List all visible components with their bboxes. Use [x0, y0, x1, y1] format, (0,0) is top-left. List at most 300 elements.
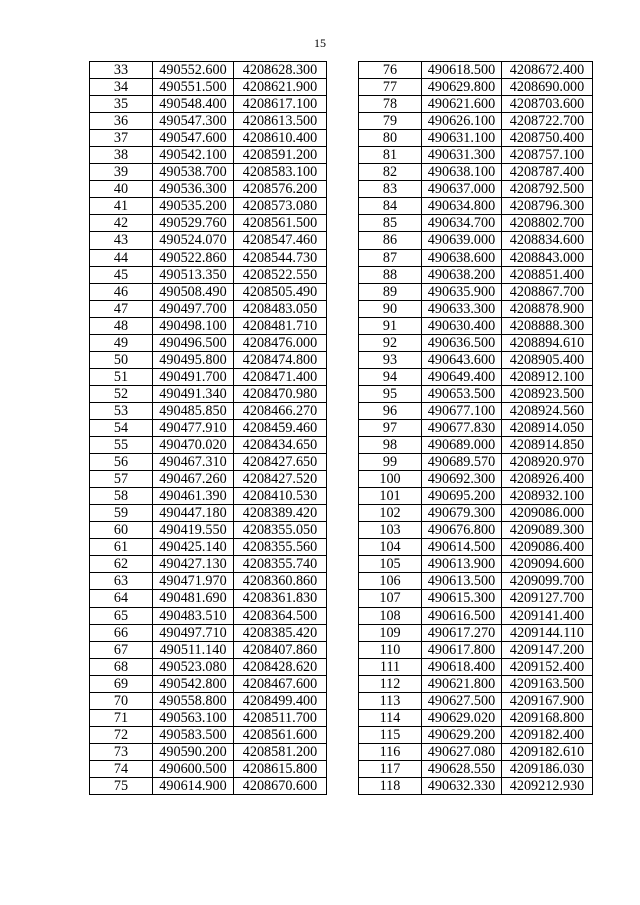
- x-coordinate-cell: 490628.550: [422, 760, 502, 777]
- y-coordinate-cell: 4209099.700: [502, 573, 593, 590]
- point-number-cell: 56: [90, 454, 153, 471]
- table-row: [359, 658, 593, 675]
- point-number-cell: 91: [359, 317, 422, 334]
- table-row: [90, 215, 327, 232]
- y-coordinate-cell: 4208621.900: [234, 79, 327, 96]
- table-row: [90, 743, 327, 760]
- y-coordinate-cell: 4208407.860: [234, 641, 327, 658]
- x-coordinate-cell: 490631.100: [422, 130, 502, 147]
- x-coordinate-cell: 490613.500: [422, 573, 502, 590]
- y-coordinate-cell: 4209152.400: [502, 658, 593, 675]
- x-coordinate-cell: 490643.600: [422, 351, 502, 368]
- x-coordinate-cell: 490467.310: [153, 454, 234, 471]
- x-coordinate-cell: 490447.180: [153, 505, 234, 522]
- point-number-cell: 70: [90, 692, 153, 709]
- point-number-cell: 58: [90, 488, 153, 505]
- coordinates-table-left: [89, 61, 327, 795]
- table-row: [359, 437, 593, 454]
- point-number-cell: 89: [359, 283, 422, 300]
- x-coordinate-cell: 490471.970: [153, 573, 234, 590]
- y-coordinate-cell: 4208905.400: [502, 351, 593, 368]
- point-number-cell: 48: [90, 317, 153, 334]
- x-coordinate-cell: 490634.800: [422, 198, 502, 215]
- y-coordinate-cell: 4208561.500: [234, 215, 327, 232]
- y-coordinate-cell: 4209141.400: [502, 607, 593, 624]
- y-coordinate-cell: 4209089.300: [502, 522, 593, 539]
- table-row: [359, 130, 593, 147]
- table-row: [359, 505, 593, 522]
- point-number-cell: 90: [359, 300, 422, 317]
- x-coordinate-cell: 490495.800: [153, 351, 234, 368]
- point-number-cell: 83: [359, 181, 422, 198]
- x-coordinate-cell: 490497.700: [153, 300, 234, 317]
- point-number-cell: 61: [90, 539, 153, 556]
- point-number-cell: 37: [90, 130, 153, 147]
- table-row: [90, 505, 327, 522]
- x-coordinate-cell: 490483.510: [153, 607, 234, 624]
- x-coordinate-cell: 490637.000: [422, 181, 502, 198]
- y-coordinate-cell: 4208581.200: [234, 743, 327, 760]
- x-coordinate-cell: 490633.300: [422, 300, 502, 317]
- x-coordinate-cell: 490627.500: [422, 692, 502, 709]
- x-coordinate-cell: 490636.500: [422, 334, 502, 351]
- point-number-cell: 49: [90, 334, 153, 351]
- y-coordinate-cell: 4208434.650: [234, 437, 327, 454]
- point-number-cell: 43: [90, 232, 153, 249]
- y-coordinate-cell: 4208544.730: [234, 249, 327, 266]
- point-number-cell: 42: [90, 215, 153, 232]
- point-number-cell: 108: [359, 607, 422, 624]
- table-row: [359, 79, 593, 96]
- point-number-cell: 55: [90, 437, 153, 454]
- point-number-cell: 118: [359, 777, 422, 794]
- x-coordinate-cell: 490614.900: [153, 777, 234, 794]
- y-coordinate-cell: 4208615.800: [234, 760, 327, 777]
- table-row: [359, 522, 593, 539]
- point-number-cell: 116: [359, 743, 422, 760]
- x-coordinate-cell: 490491.340: [153, 385, 234, 402]
- x-coordinate-cell: 490548.400: [153, 96, 234, 113]
- point-number-cell: 64: [90, 590, 153, 607]
- y-coordinate-cell: 4209167.900: [502, 692, 593, 709]
- table-row: [359, 590, 593, 607]
- x-coordinate-cell: 490590.200: [153, 743, 234, 760]
- table-row: [359, 760, 593, 777]
- y-coordinate-cell: 4208466.270: [234, 402, 327, 419]
- point-number-cell: 73: [90, 743, 153, 760]
- x-coordinate-cell: 490538.700: [153, 164, 234, 181]
- x-coordinate-cell: 490677.100: [422, 402, 502, 419]
- point-number-cell: 86: [359, 232, 422, 249]
- table-row: [90, 437, 327, 454]
- point-number-cell: 36: [90, 113, 153, 130]
- x-coordinate-cell: 490618.400: [422, 658, 502, 675]
- point-number-cell: 114: [359, 709, 422, 726]
- table-row: [90, 471, 327, 488]
- table-row: [90, 777, 327, 794]
- y-coordinate-cell: 4208522.550: [234, 266, 327, 283]
- y-coordinate-cell: 4209094.600: [502, 556, 593, 573]
- point-number-cell: 68: [90, 658, 153, 675]
- y-coordinate-cell: 4208932.100: [502, 488, 593, 505]
- table-row: [90, 181, 327, 198]
- x-coordinate-cell: 490419.550: [153, 522, 234, 539]
- y-coordinate-cell: 4209182.610: [502, 743, 593, 760]
- y-coordinate-cell: 4208672.400: [502, 62, 593, 79]
- y-coordinate-cell: 4208851.400: [502, 266, 593, 283]
- x-coordinate-cell: 490529.760: [153, 215, 234, 232]
- y-coordinate-cell: 4209182.400: [502, 726, 593, 743]
- y-coordinate-cell: 4208505.490: [234, 283, 327, 300]
- y-coordinate-cell: 4208888.300: [502, 317, 593, 334]
- page-number: 15: [314, 36, 326, 50]
- table-row: [90, 317, 327, 334]
- point-number-cell: 80: [359, 130, 422, 147]
- point-number-cell: 95: [359, 385, 422, 402]
- y-coordinate-cell: 4208750.400: [502, 130, 593, 147]
- point-number-cell: 102: [359, 505, 422, 522]
- x-coordinate-cell: 490461.390: [153, 488, 234, 505]
- y-coordinate-cell: 4208924.560: [502, 402, 593, 419]
- table-row: [90, 130, 327, 147]
- point-number-cell: 97: [359, 419, 422, 436]
- point-number-cell: 65: [90, 607, 153, 624]
- table-row: [90, 402, 327, 419]
- point-number-cell: 75: [90, 777, 153, 794]
- point-number-cell: 33: [90, 62, 153, 79]
- table-row: [359, 709, 593, 726]
- coordinates-table-right: [358, 61, 593, 795]
- point-number-cell: 77: [359, 79, 422, 96]
- x-coordinate-cell: 490638.100: [422, 164, 502, 181]
- point-number-cell: 41: [90, 198, 153, 215]
- point-number-cell: 57: [90, 471, 153, 488]
- x-coordinate-cell: 490632.330: [422, 777, 502, 794]
- y-coordinate-cell: 4208483.050: [234, 300, 327, 317]
- table-row: [90, 624, 327, 641]
- table-row: [90, 419, 327, 436]
- y-coordinate-cell: 4208364.500: [234, 607, 327, 624]
- table-row: [359, 300, 593, 317]
- y-coordinate-cell: 4208617.100: [234, 96, 327, 113]
- table-row: [359, 624, 593, 641]
- x-coordinate-cell: 490542.100: [153, 147, 234, 164]
- table-row: [90, 454, 327, 471]
- table-row: [90, 96, 327, 113]
- y-coordinate-cell: 4208576.200: [234, 181, 327, 198]
- x-coordinate-cell: 490583.500: [153, 726, 234, 743]
- x-coordinate-cell: 490558.800: [153, 692, 234, 709]
- table-row: [359, 317, 593, 334]
- point-number-cell: 115: [359, 726, 422, 743]
- y-coordinate-cell: 4208459.460: [234, 419, 327, 436]
- table-row: [359, 147, 593, 164]
- table-row: [90, 79, 327, 96]
- table-row: [90, 658, 327, 675]
- point-number-cell: 94: [359, 368, 422, 385]
- y-coordinate-cell: 4208670.600: [234, 777, 327, 794]
- x-coordinate-cell: 490511.140: [153, 641, 234, 658]
- point-number-cell: 113: [359, 692, 422, 709]
- x-coordinate-cell: 490679.300: [422, 505, 502, 522]
- x-coordinate-cell: 490547.600: [153, 130, 234, 147]
- x-coordinate-cell: 490613.900: [422, 556, 502, 573]
- y-coordinate-cell: 4208878.900: [502, 300, 593, 317]
- x-coordinate-cell: 490523.080: [153, 658, 234, 675]
- point-number-cell: 69: [90, 675, 153, 692]
- table-row: [359, 556, 593, 573]
- x-coordinate-cell: 490676.800: [422, 522, 502, 539]
- point-number-cell: 63: [90, 573, 153, 590]
- table-row: [359, 351, 593, 368]
- y-coordinate-cell: 4208355.560: [234, 539, 327, 556]
- point-number-cell: 40: [90, 181, 153, 198]
- x-coordinate-cell: 490618.500: [422, 62, 502, 79]
- x-coordinate-cell: 490481.690: [153, 590, 234, 607]
- y-coordinate-cell: 4208690.000: [502, 79, 593, 96]
- point-number-cell: 101: [359, 488, 422, 505]
- x-coordinate-cell: 490491.700: [153, 368, 234, 385]
- y-coordinate-cell: 4208385.420: [234, 624, 327, 641]
- table-row: [90, 675, 327, 692]
- x-coordinate-cell: 490692.300: [422, 471, 502, 488]
- table-row: [359, 385, 593, 402]
- table-row: [90, 266, 327, 283]
- x-coordinate-cell: 490477.910: [153, 419, 234, 436]
- point-number-cell: 54: [90, 419, 153, 436]
- point-number-cell: 74: [90, 760, 153, 777]
- x-coordinate-cell: 490614.500: [422, 539, 502, 556]
- x-coordinate-cell: 490621.600: [422, 96, 502, 113]
- y-coordinate-cell: 4209212.930: [502, 777, 593, 794]
- x-coordinate-cell: 490425.140: [153, 539, 234, 556]
- table-row: [359, 266, 593, 283]
- x-coordinate-cell: 490627.080: [422, 743, 502, 760]
- point-number-cell: 60: [90, 522, 153, 539]
- table-row: [359, 743, 593, 760]
- y-coordinate-cell: 4208389.420: [234, 505, 327, 522]
- table-row: [90, 709, 327, 726]
- x-coordinate-cell: 490689.570: [422, 454, 502, 471]
- y-coordinate-cell: 4208757.100: [502, 147, 593, 164]
- table-row: [359, 539, 593, 556]
- y-coordinate-cell: 4208474.800: [234, 351, 327, 368]
- table-row: [359, 777, 593, 794]
- table-row: [90, 539, 327, 556]
- x-coordinate-cell: 490629.020: [422, 709, 502, 726]
- x-coordinate-cell: 490600.500: [153, 760, 234, 777]
- table-row: [90, 385, 327, 402]
- y-coordinate-cell: 4208843.000: [502, 249, 593, 266]
- table-row: [359, 215, 593, 232]
- point-number-cell: 112: [359, 675, 422, 692]
- x-coordinate-cell: 490497.710: [153, 624, 234, 641]
- x-coordinate-cell: 490508.490: [153, 283, 234, 300]
- x-coordinate-cell: 490639.000: [422, 232, 502, 249]
- x-coordinate-cell: 490616.500: [422, 607, 502, 624]
- x-coordinate-cell: 490485.850: [153, 402, 234, 419]
- y-coordinate-cell: 4208583.100: [234, 164, 327, 181]
- y-coordinate-cell: 4208428.620: [234, 658, 327, 675]
- table-row: [90, 368, 327, 385]
- point-number-cell: 84: [359, 198, 422, 215]
- table-row: [90, 607, 327, 624]
- point-number-cell: 76: [359, 62, 422, 79]
- table-row: [359, 334, 593, 351]
- point-number-cell: 85: [359, 215, 422, 232]
- table-row: [359, 607, 593, 624]
- y-coordinate-cell: 4208796.300: [502, 198, 593, 215]
- table-row: [359, 181, 593, 198]
- point-number-cell: 66: [90, 624, 153, 641]
- y-coordinate-cell: 4208511.700: [234, 709, 327, 726]
- y-coordinate-cell: 4208561.600: [234, 726, 327, 743]
- table-row: [359, 471, 593, 488]
- point-number-cell: 111: [359, 658, 422, 675]
- table-row: [90, 232, 327, 249]
- y-coordinate-cell: 4208867.700: [502, 283, 593, 300]
- x-coordinate-cell: 490563.100: [153, 709, 234, 726]
- table-row: [359, 113, 593, 130]
- y-coordinate-cell: 4208722.700: [502, 113, 593, 130]
- y-coordinate-cell: 4209086.400: [502, 539, 593, 556]
- x-coordinate-cell: 490522.860: [153, 249, 234, 266]
- y-coordinate-cell: 4208802.700: [502, 215, 593, 232]
- point-number-cell: 38: [90, 147, 153, 164]
- point-number-cell: 98: [359, 437, 422, 454]
- x-coordinate-cell: 490617.270: [422, 624, 502, 641]
- point-number-cell: 44: [90, 249, 153, 266]
- x-coordinate-cell: 490470.020: [153, 437, 234, 454]
- y-coordinate-cell: 4208787.400: [502, 164, 593, 181]
- x-coordinate-cell: 490638.600: [422, 249, 502, 266]
- y-coordinate-cell: 4209127.700: [502, 590, 593, 607]
- x-coordinate-cell: 490631.300: [422, 147, 502, 164]
- point-number-cell: 100: [359, 471, 422, 488]
- x-coordinate-cell: 490617.800: [422, 641, 502, 658]
- point-number-cell: 39: [90, 164, 153, 181]
- x-coordinate-cell: 490649.400: [422, 368, 502, 385]
- x-coordinate-cell: 490552.600: [153, 62, 234, 79]
- x-coordinate-cell: 490629.200: [422, 726, 502, 743]
- table-row: [90, 641, 327, 658]
- table-row: [359, 368, 593, 385]
- table-row: [90, 198, 327, 215]
- y-coordinate-cell: 4208355.740: [234, 556, 327, 573]
- point-number-cell: 105: [359, 556, 422, 573]
- x-coordinate-cell: 490626.100: [422, 113, 502, 130]
- table-row: [90, 164, 327, 181]
- y-coordinate-cell: 4208920.970: [502, 454, 593, 471]
- table-row: [90, 283, 327, 300]
- x-coordinate-cell: 490536.300: [153, 181, 234, 198]
- point-number-cell: 52: [90, 385, 153, 402]
- x-coordinate-cell: 490496.500: [153, 334, 234, 351]
- point-number-cell: 107: [359, 590, 422, 607]
- table-row: [359, 62, 593, 79]
- y-coordinate-cell: 4208923.500: [502, 385, 593, 402]
- point-number-cell: 35: [90, 96, 153, 113]
- y-coordinate-cell: 4208573.080: [234, 198, 327, 215]
- y-coordinate-cell: 4208610.400: [234, 130, 327, 147]
- point-number-cell: 104: [359, 539, 422, 556]
- table-row: [90, 249, 327, 266]
- table-row: [359, 164, 593, 181]
- point-number-cell: 87: [359, 249, 422, 266]
- y-coordinate-cell: 4208547.460: [234, 232, 327, 249]
- y-coordinate-cell: 4208926.400: [502, 471, 593, 488]
- point-number-cell: 47: [90, 300, 153, 317]
- table-row: [359, 283, 593, 300]
- y-coordinate-cell: 4208467.600: [234, 675, 327, 692]
- table-row: [90, 692, 327, 709]
- y-coordinate-cell: 4209168.800: [502, 709, 593, 726]
- y-coordinate-cell: 4208894.610: [502, 334, 593, 351]
- point-number-cell: 50: [90, 351, 153, 368]
- y-coordinate-cell: 4208628.300: [234, 62, 327, 79]
- table-row: [90, 113, 327, 130]
- y-coordinate-cell: 4208476.000: [234, 334, 327, 351]
- point-number-cell: 103: [359, 522, 422, 539]
- table-row: [359, 198, 593, 215]
- y-coordinate-cell: 4208360.860: [234, 573, 327, 590]
- table-row: [359, 419, 593, 436]
- table-row: [90, 300, 327, 317]
- table-row: [90, 351, 327, 368]
- y-coordinate-cell: 4208499.400: [234, 692, 327, 709]
- x-coordinate-cell: 490615.300: [422, 590, 502, 607]
- x-coordinate-cell: 490498.100: [153, 317, 234, 334]
- y-coordinate-cell: 4208914.850: [502, 437, 593, 454]
- x-coordinate-cell: 490551.500: [153, 79, 234, 96]
- y-coordinate-cell: 4209163.500: [502, 675, 593, 692]
- point-number-cell: 82: [359, 164, 422, 181]
- x-coordinate-cell: 490535.200: [153, 198, 234, 215]
- x-coordinate-cell: 490653.500: [422, 385, 502, 402]
- point-number-cell: 106: [359, 573, 422, 590]
- x-coordinate-cell: 490635.900: [422, 283, 502, 300]
- table-row: [359, 573, 593, 590]
- table-row: [90, 488, 327, 505]
- table-row: [90, 573, 327, 590]
- x-coordinate-cell: 490427.130: [153, 556, 234, 573]
- table-row: [359, 232, 593, 249]
- y-coordinate-cell: 4208481.710: [234, 317, 327, 334]
- y-coordinate-cell: 4208591.200: [234, 147, 327, 164]
- y-coordinate-cell: 4208427.520: [234, 471, 327, 488]
- y-coordinate-cell: 4208912.100: [502, 368, 593, 385]
- x-coordinate-cell: 490695.200: [422, 488, 502, 505]
- table-row: [90, 522, 327, 539]
- table-row: [90, 62, 327, 79]
- table-row: [359, 641, 593, 658]
- point-number-cell: 46: [90, 283, 153, 300]
- point-number-cell: 92: [359, 334, 422, 351]
- table-row: [359, 726, 593, 743]
- table-row: [90, 147, 327, 164]
- point-number-cell: 62: [90, 556, 153, 573]
- y-coordinate-cell: 4208914.050: [502, 419, 593, 436]
- y-coordinate-cell: 4208355.050: [234, 522, 327, 539]
- y-coordinate-cell: 4209186.030: [502, 760, 593, 777]
- y-coordinate-cell: 4208410.530: [234, 488, 327, 505]
- y-coordinate-cell: 4208471.400: [234, 368, 327, 385]
- point-number-cell: 88: [359, 266, 422, 283]
- point-number-cell: 34: [90, 79, 153, 96]
- x-coordinate-cell: 490689.000: [422, 437, 502, 454]
- point-number-cell: 45: [90, 266, 153, 283]
- y-coordinate-cell: 4208470.980: [234, 385, 327, 402]
